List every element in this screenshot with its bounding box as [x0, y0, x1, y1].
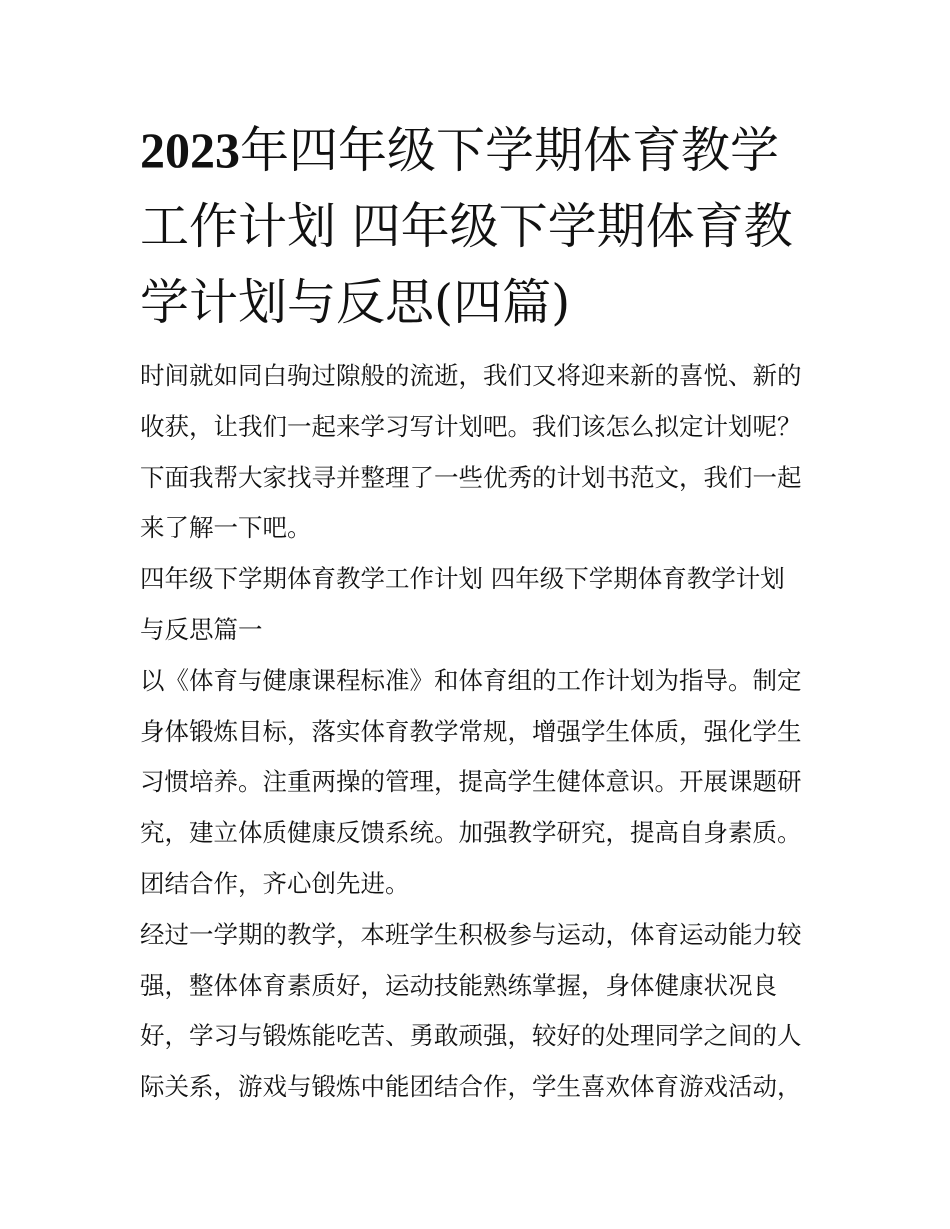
text-line: 时间就如同白驹过隙般的流逝，我们又将迎来新的喜悦、新的 — [140, 361, 802, 390]
intro-paragraph — [140, 351, 820, 554]
text-line: 强，整体体育素质好，运动技能熟练掌握，身体健康状况良 — [140, 970, 777, 1000]
text-line: 身体锻炼目标，落实体育教学常规，增强学生体质，强化学生 — [140, 716, 802, 746]
text-line: 来了解一下吧。 — [140, 513, 312, 543]
text-line: 究，建立体质健康反馈系统。加强教学研究，提高自身素质。 — [140, 818, 802, 848]
text-line: 团结合作，齐心创先进。 — [140, 868, 410, 898]
guideline-paragraph — [140, 656, 820, 910]
title-line-2: 工作计划 四年级下学期体育教 — [140, 198, 793, 255]
text-line: 好，学习与锻炼能吃苦、勇敢顽强，较好的处理同学之间的人 — [140, 1021, 802, 1051]
title-line-1-text: 年四年级下学期体育教学 — [240, 122, 780, 179]
document-page — [140, 112, 820, 1113]
text-line: 收获，让我们一起来学习写计划吧。我们该怎么拟定计划呢？ — [140, 411, 802, 441]
document-title — [140, 112, 820, 341]
text-line: 四年级下学期体育教学工作计划 四年级下学期体育教学计划 — [140, 564, 785, 594]
text-line: 习惯培养。注重两操的管理，提高学生健体意识。开展课题研 — [140, 767, 802, 797]
text-line: 以《体育与健康课程标准》和体育组的工作计划为指导。制定 — [140, 665, 802, 695]
analysis-paragraph — [140, 910, 820, 1113]
title-year: 2023 — [140, 122, 240, 178]
text-line: 经过一学期的教学，本班学生积极参与运动，体育运动能力较 — [140, 919, 802, 949]
section-heading — [140, 554, 820, 656]
text-line: 与反思篇一 — [140, 614, 263, 644]
text-line: 际关系，游戏与锻炼中能团结合作，学生喜欢体育游戏活动， — [140, 1072, 802, 1102]
title-line-3: 学计划与反思(四篇) — [140, 274, 571, 331]
title-line-1 — [140, 112, 820, 189]
text-line: 下面我帮大家找寻并整理了一些优秀的计划书范文，我们一起 — [140, 462, 802, 492]
